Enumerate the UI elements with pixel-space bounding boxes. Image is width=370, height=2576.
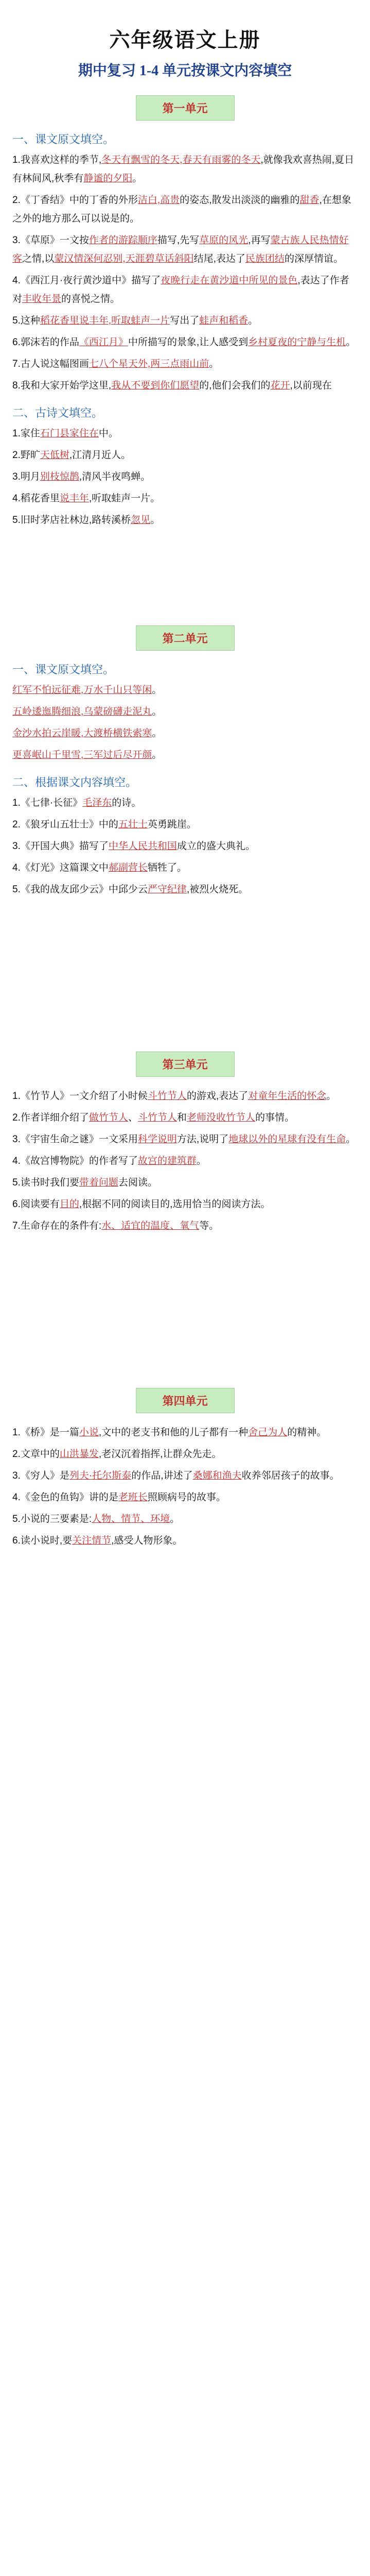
unit-banner: 第四单元: [136, 1388, 235, 1413]
answer-text: 科学说明: [137, 1134, 177, 1145]
fill-in-item: [12, 746, 358, 765]
answer-text: 天低树: [40, 450, 69, 461]
question-text: 6.阅读要有: [12, 1199, 60, 1210]
question-text: 英勇跳崖。: [147, 819, 197, 830]
question-text: 5.读书时我们要: [12, 1177, 79, 1188]
fill-in-item: [12, 1445, 358, 1464]
fill-in-item: [12, 1087, 358, 1106]
fill-in-item: [12, 231, 358, 268]
fill-in-item: [12, 312, 358, 330]
answer-text: 我从不要到你们愿望: [111, 380, 200, 391]
question-text: 、: [128, 1112, 138, 1123]
fill-in-item: [12, 333, 358, 352]
fill-in-item: [12, 1109, 358, 1127]
answer-text: 五岭逶迤腾细浪,乌蒙磅礴走泥丸: [12, 706, 152, 717]
question-text: ,在想象之外的地方那么可以说是的。: [12, 195, 351, 224]
unit-banner: 第一单元: [136, 95, 235, 121]
unit-banner: 第三单元: [136, 1052, 235, 1077]
question-text: 的精神。: [287, 1427, 327, 1438]
answer-text: 蒙汉情深何忍别,天涯碧草话斜阳: [54, 253, 194, 264]
question-text: ,江清月近人。: [69, 450, 131, 461]
question-text: 7.生命存在的条件有:: [12, 1221, 102, 1231]
fill-in-item: [12, 1174, 358, 1192]
answer-text: 目的: [59, 1199, 79, 1210]
question-text: 。: [326, 1091, 337, 1101]
question-text: 1.家住: [12, 428, 40, 439]
question-text: 2.《丁香结》中的丁香的外形: [12, 195, 138, 206]
worksheet-page: [0, 24, 370, 1651]
section-heading: 二、古诗文填空。: [12, 406, 103, 419]
answer-text: 带着问题: [79, 1177, 118, 1188]
answer-text: 石门县家住在: [40, 428, 99, 439]
question-text: 的,他们会我们的: [199, 380, 271, 391]
question-text: 6.郭沫若的作品: [12, 337, 79, 348]
fill-in-item: [12, 425, 358, 443]
question-text: ,感受人物形象。: [111, 1535, 183, 1546]
answer-text: 严守纪律: [147, 884, 187, 895]
question-text: 的游戏,表达了: [186, 1091, 249, 1101]
question-text: 的喜悦之情。: [61, 294, 120, 304]
answer-text: 花开: [270, 380, 290, 391]
answer-text: 蛙声和稻香: [199, 315, 249, 326]
answer-text: 稻花香里说丰年,听取蛙声一片: [40, 315, 170, 326]
fill-in-item: [12, 468, 358, 486]
answer-text: 做竹节人: [89, 1112, 128, 1123]
question-text: 的事情。: [255, 1112, 294, 1123]
section-spacer: [0, 1553, 370, 1631]
question-text: 的诗。: [112, 798, 142, 808]
answer-text: 《西江月》: [79, 337, 128, 348]
question-text: ,再写: [248, 235, 271, 246]
question-text: 的深厚情谊。: [284, 253, 343, 264]
answer-text: 毛泽东: [82, 798, 112, 808]
answer-text: 关注情节: [72, 1535, 112, 1546]
worksheet-content: [0, 95, 370, 1631]
question-text: 4.《故宫博物院》的作者写了: [12, 1156, 138, 1166]
fill-in-item: [12, 1152, 358, 1171]
question-text: 照顾病号的故事。: [147, 1492, 226, 1503]
answer-text: 草原的风光: [199, 235, 249, 246]
answer-text: 舍己为人: [248, 1427, 288, 1438]
question-text: 2.文章中的: [12, 1449, 60, 1460]
fill-in-item: [12, 1217, 358, 1235]
question-text: 等。: [199, 1221, 219, 1231]
fill-in-item: [12, 816, 358, 834]
question-text: 。: [132, 173, 143, 184]
question-text: 和: [177, 1112, 187, 1123]
fill-in-item: [12, 511, 358, 530]
answer-text: 故宫的建筑群: [137, 1156, 197, 1166]
answer-text: 山洪暴发: [59, 1449, 99, 1460]
question-text: 3.明月: [12, 471, 40, 482]
document-title: 六年级语文上册: [109, 28, 261, 52]
question-text: 2.作者详细介绍了: [12, 1112, 89, 1123]
question-text: 。: [152, 728, 162, 739]
question-text: 。: [152, 750, 162, 760]
question-text: 描写,先写: [157, 235, 200, 246]
section-heading: 一、课文原文填空。: [12, 133, 115, 146]
question-text: 去阅读。: [118, 1177, 157, 1188]
question-text: 5.旧时茅店社林边,路转溪桥: [12, 515, 131, 526]
question-text: 。: [196, 1156, 206, 1166]
question-text: 1.《竹节人》一文介绍了小时候: [12, 1091, 148, 1101]
question-text: 4.《灯光》这篇课文中: [12, 862, 109, 873]
answer-text: 五壮士: [118, 819, 148, 830]
question-text: 5.小说的三要素是:: [12, 1514, 92, 1524]
question-text: 收养邻居孩子的故事。: [241, 1470, 340, 1481]
answer-text: 夜晚行走在黄沙道中所见的景色: [161, 275, 298, 286]
section-spacer: [0, 1239, 370, 1372]
fill-in-item: [12, 377, 358, 395]
answer-text: 人物、情节、环境: [92, 1514, 170, 1524]
question-text: 5.《我的战友邱少云》中邱少云: [12, 884, 148, 895]
answer-text: 七八个星天外,两三点雨山前: [89, 359, 209, 369]
question-text: 1.我喜欢这样的季节,: [12, 155, 102, 165]
question-text: 1.《桥》是一篇: [12, 1427, 79, 1438]
answer-text: 别枝惊鹊: [40, 471, 79, 482]
question-text: 。: [170, 1514, 180, 1524]
question-text: 2.《狼牙山五壮士》中的: [12, 819, 118, 830]
question-text: ,就像我欢喜热闹,夏日有林间风,秋季有: [12, 155, 354, 184]
fill-in-item: [12, 1488, 358, 1507]
question-text: 3.《开国大典》描写了: [12, 841, 109, 852]
question-text: 成立的盛大典礼。: [177, 841, 255, 852]
answer-text: 中华人民共和国: [108, 841, 177, 852]
question-text: 5.这种: [12, 315, 40, 326]
answer-text: 小说: [79, 1427, 99, 1438]
answer-text: 地球以外的星球有没有生命: [228, 1134, 346, 1145]
fill-in-item: [12, 859, 358, 877]
answer-text: 老师没收竹节人: [186, 1112, 255, 1123]
question-text: 。: [150, 515, 161, 526]
fill-in-item: [12, 880, 358, 899]
question-text: ,听取蛙声一片。: [89, 493, 161, 504]
question-text: 6.读小说时,要: [12, 1535, 73, 1546]
question-text: ,以前现在: [290, 380, 332, 391]
answer-text: 忽见: [131, 515, 151, 526]
fill-in-item: [12, 794, 358, 812]
fill-in-item: [12, 1532, 358, 1550]
question-text: 中所描写的景象,让人感受到: [128, 337, 249, 348]
question-text: 。: [346, 1134, 356, 1145]
question-text: 。: [209, 359, 219, 369]
fill-in-item: [12, 703, 358, 721]
fill-in-item: [12, 1195, 358, 1214]
answer-text: 斗竹节人: [147, 1091, 187, 1101]
question-text: 2.野旷: [12, 450, 40, 461]
answer-text: 民族团结: [245, 253, 285, 264]
fill-in-item: [12, 837, 358, 856]
question-text: 4.《西江月·夜行黄沙道中》描写了: [12, 275, 161, 286]
question-text: ,文中的老支书和他的儿子都有一种: [98, 1427, 249, 1438]
fill-in-item: [12, 272, 358, 309]
fill-in-item: [12, 1510, 358, 1529]
section-spacer: [0, 902, 370, 1036]
question-text: 3.《草原》一文按: [12, 235, 89, 246]
question-text: ,表达了作者对: [12, 275, 349, 304]
fill-in-item: [12, 681, 358, 700]
question-text: 3.《宇宙生命之谜》一文采用: [12, 1134, 138, 1145]
answer-text: 桑娜和渔夫: [192, 1470, 242, 1481]
section-heading: 二、根据课文内容填空。: [12, 776, 137, 789]
fill-in-item: [12, 151, 358, 188]
fill-in-item: [12, 724, 358, 743]
fill-in-item: [12, 1130, 358, 1149]
question-text: 方法,说明了: [177, 1134, 229, 1145]
fill-in-item: [12, 191, 358, 228]
question-text: 的姿态,散发出淡淡的幽雅的: [180, 195, 300, 206]
answer-text: 冬天有飘雪的冬天,春天有雨雾的冬天: [101, 155, 261, 165]
section-heading: 一、课文原文填空。: [12, 663, 115, 676]
answer-text: 蒙古族人民热情好客: [12, 235, 349, 264]
answer-text: 乡村夏夜的宁静与生机: [248, 337, 346, 348]
question-text: 之情,以: [22, 253, 55, 264]
answer-text: 对童年生活的怀念: [248, 1091, 327, 1101]
section-spacer: [0, 533, 370, 610]
question-text: 8.我和大家开始学这里,: [12, 380, 112, 391]
question-text: 。: [152, 685, 162, 696]
answer-text: 金沙水拍云崖暖,大渡桥横铁索寒: [12, 728, 152, 739]
answer-text: 老班长: [118, 1492, 148, 1503]
answer-text: 说丰年: [59, 493, 89, 504]
document-subtitle: 期中复习 1-4 单元按课文内容填空: [78, 63, 292, 79]
answer-text: 斗竹节人: [137, 1112, 177, 1123]
question-text: 的作品,讲述了: [131, 1470, 193, 1481]
answer-text: 洁白,高贵: [137, 195, 180, 206]
answer-text: 静谧的夕阳: [83, 173, 133, 184]
question-text: 。: [346, 337, 356, 348]
question-text: 。: [248, 315, 258, 326]
answer-text: 甜香: [299, 195, 320, 206]
question-text: ,清风半夜鸣蝉。: [79, 471, 151, 482]
answer-text: 水、适宜的温度、氧气: [101, 1221, 200, 1231]
question-text: 4.《金色的鱼钩》讲的是: [12, 1492, 118, 1503]
question-text: 。: [152, 706, 162, 717]
question-text: 中。: [98, 428, 118, 439]
answer-text: 列夫·托尔斯泰: [69, 1470, 132, 1481]
fill-in-item: [12, 355, 358, 374]
fill-in-item: [12, 489, 358, 508]
question-text: 1.《七律·长征》: [12, 798, 83, 808]
question-text: 牺牲了。: [147, 862, 187, 873]
answer-text: 作者的游踪顺序: [89, 235, 157, 246]
question-text: ,老汉沉着指挥,让群众先走。: [98, 1449, 222, 1460]
question-text: ,被烈火烧死。: [186, 884, 249, 895]
fill-in-item: [12, 1467, 358, 1485]
question-text: 结尾,表达了: [193, 253, 245, 264]
answer-text: 丰收年景: [22, 294, 62, 304]
unit-banner: 第二单元: [136, 625, 235, 651]
question-text: 4.稻花香里: [12, 493, 60, 504]
answer-text: 郝副营长: [108, 862, 148, 873]
question-text: 7.古人说这幅图画: [12, 359, 89, 369]
fill-in-item: [12, 446, 358, 465]
question-text: ,根据不同的阅读目的,选用恰当的阅读方法。: [79, 1199, 271, 1210]
fill-in-item: [12, 1423, 358, 1442]
question-text: 写出了: [170, 315, 200, 326]
answer-text: 更喜岷山千里雪,三军过后尽开颜: [12, 750, 152, 760]
answer-text: 红军不怕远征难,万水千山只等闲: [12, 685, 152, 696]
question-text: 3.《穷人》是: [12, 1470, 69, 1481]
